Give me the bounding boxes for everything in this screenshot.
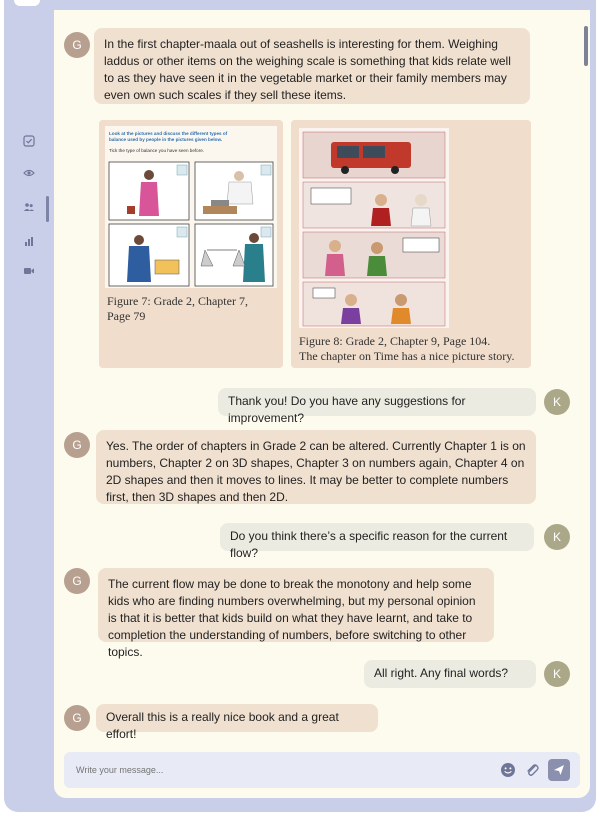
users-icon[interactable] [22,200,36,214]
figure-7-illustration [99,120,283,290]
figure-8-illustration [291,120,531,330]
message-bubble-incoming: Overall this is a really nice book and a great effort! [96,704,378,732]
avatar-g: G [64,32,90,58]
figure-8-caption [299,334,515,364]
chart-icon[interactable] [22,234,36,248]
rail-top-tab [14,0,40,6]
avatar-k: K [544,661,570,687]
avatar-g: G [64,432,90,458]
message-bubble-incoming: Yes. The order of chapters in Grade 2 can be altered. Currently Chapter 1 is on numbers, Chapter 2 on 3D shapes, Chapter 3 on numbers again, Chapter 4 on 2D shapes and then it moves to lines. It may be better to complete numbers first, then 3D shapes and then 2D. [96,430,536,504]
message-composer [64,752,580,788]
send-button[interactable] [548,759,570,781]
message-bubble-incoming: The current flow may be done to break the monotony and help some kids who are finding numbers overwhelming, but my personal opinion is that it is better that kids build on what they have learnt, and take to completion the understanding of numbers, before switching to other topics. [98,568,494,642]
message-bubble-outgoing: All right. Any final words? [364,660,536,688]
scrollbar-thumb[interactable] [584,26,588,66]
message-bubble-outgoing: Thank you! Do you have any suggestions for improvement? [218,388,536,416]
rail-active-marker [46,196,49,222]
figure-7-tick-line: Tick the type of balance you have seen before. [109,148,205,153]
figure-7-header-line2: balance used by people in the pictures given below. [109,137,223,142]
send-icon [553,764,565,776]
figure-7-caption-line1: Figure 7: Grade 2, Chapter 7, [107,294,248,308]
avatar-g: G [64,705,90,731]
video-icon[interactable] [22,264,36,278]
message-bubble-incoming: In the first chapter-maala out of seashells is interesting for them. Weighing laddus or other items on the weighing scale is something that kids relate well to as they have seen it in the vegetable market or their family members may even own such scales if they sell these items. [94,28,530,104]
figure-attachments [99,120,531,368]
attachment-icon[interactable] [524,762,540,778]
message-bubble-outgoing: Do you think there’s a specific reason for the current flow? [220,523,534,551]
figure-7-card[interactable] [99,120,283,368]
figure-8-caption-line2: The chapter on Time has a nice picture story. [299,349,515,363]
avatar-k: K [544,389,570,415]
figure-8-caption-line1: Figure 8: Grade 2, Chapter 9, Page 104. [299,334,491,348]
message-input[interactable] [76,760,476,780]
app-frame [4,0,596,812]
eye-icon[interactable] [22,166,36,180]
task-icon[interactable] [22,134,36,148]
avatar-g: G [64,568,90,594]
panel-top-bar [54,0,590,10]
emoji-icon[interactable] [500,762,516,778]
chat-panel [54,0,590,798]
figure-7-header-line1: Look at the pictures and discuss the different types of [109,131,228,136]
figure-8-card[interactable] [291,120,531,368]
figure-7-caption [107,294,248,324]
figure-7-caption-line2: Page 79 [107,309,146,323]
avatar-k: K [544,524,570,550]
